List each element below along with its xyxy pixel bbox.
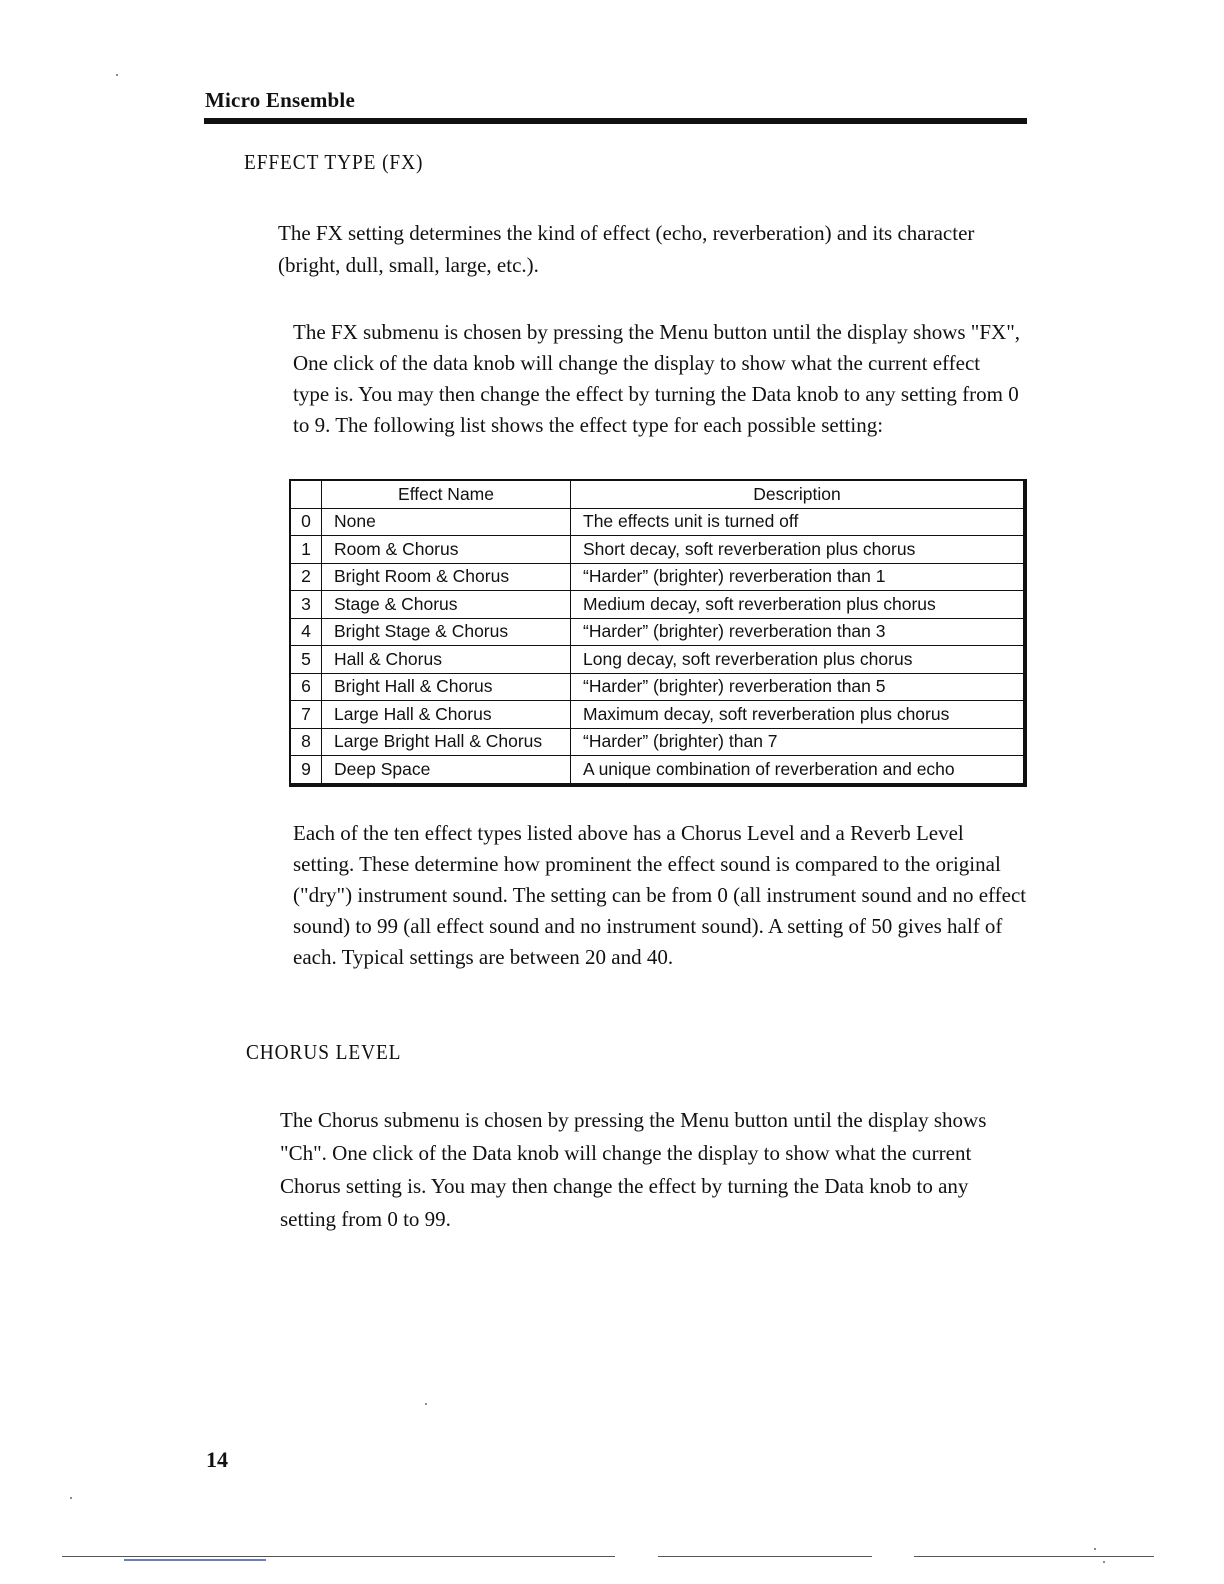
table-row [290, 756, 1025, 785]
effect-name: Bright Stage & Chorus [322, 618, 571, 646]
effect-description: “Harder” (brighter) reverberation than 1 [571, 563, 1026, 591]
effect-types-table [289, 479, 1027, 787]
table-row [290, 673, 1025, 701]
header-cell-description: Description [571, 480, 1026, 508]
effect-description: “Harder” (brighter) reverberation than 3 [571, 618, 1026, 646]
table-row [290, 591, 1025, 619]
header-cell-number [290, 480, 322, 508]
running-header-title: Micro Ensemble [205, 88, 355, 112]
effect-name: Bright Room & Chorus [322, 563, 571, 591]
table-row [290, 618, 1025, 646]
effect-number: 1 [290, 536, 322, 564]
effect-name: Room & Chorus [322, 536, 571, 564]
footer-scan-line-left [62, 1556, 615, 1557]
effect-number: 0 [290, 508, 322, 536]
header-rule [204, 118, 1027, 124]
footer-scan-line-middle [658, 1556, 872, 1557]
section-title-chorus-level: CHORUS LEVEL [246, 1040, 402, 1064]
effect-number: 5 [290, 646, 322, 674]
effect-number: 6 [290, 673, 322, 701]
effect-number: 2 [290, 563, 322, 591]
table-header-row [290, 480, 1025, 508]
section-title-effect-type: EFFECT TYPE (FX) [244, 150, 424, 174]
footer-scan-line-blue [124, 1559, 266, 1561]
table-row [290, 646, 1025, 674]
effect-name: Deep Space [322, 756, 571, 785]
effect-number: 3 [290, 591, 322, 619]
table-row [290, 728, 1025, 756]
scan-speck [1103, 1561, 1105, 1563]
scan-speck [1094, 1548, 1096, 1550]
effect-name: None [322, 508, 571, 536]
chorus-instructions-paragraph: The Chorus submenu is chosen by pressing the Menu button until the display shows "Ch". One click of the Data knob will change the display to show what the current Chorus setting is. You may then change the effect by turning the Data knob to any setting from 0 to 99. [280, 1108, 987, 1231]
effect-number: 8 [290, 728, 322, 756]
effect-description: Medium decay, soft reverberation plus chorus [571, 591, 1026, 619]
table-row [290, 536, 1025, 564]
effect-name: Bright Hall & Chorus [322, 673, 571, 701]
footer-scan-line-right [914, 1556, 1154, 1557]
header-cell-effect-name: Effect Name [322, 480, 571, 508]
page-number: 14 [206, 1447, 228, 1472]
effect-description: A unique combination of reverberation and echo [571, 756, 1026, 785]
scan-speck [70, 1497, 72, 1499]
effect-name: Hall & Chorus [322, 646, 571, 674]
effect-description: Long decay, soft reverberation plus chorus [571, 646, 1026, 674]
effect-description: Short decay, soft reverberation plus chorus [571, 536, 1026, 564]
effect-name: Large Bright Hall & Chorus [322, 728, 571, 756]
effect-name: Large Hall & Chorus [322, 701, 571, 729]
fx-instructions-paragraph: The FX submenu is chosen by pressing the Menu button until the display shows "FX", One click of the data knob will change the display to show what the current effect type is. You may then change the effect by turning the Data knob to any setting from 0 to 9. The following list shows the effect type for each possible setting: [293, 320, 1021, 437]
effect-description: Maximum decay, soft reverberation plus chorus [571, 701, 1026, 729]
effect-description: The effects unit is turned off [571, 508, 1026, 536]
scan-speck [116, 74, 118, 76]
effect-number: 7 [290, 701, 322, 729]
effect-name: Stage & Chorus [322, 591, 571, 619]
fx-intro-paragraph: The FX setting determines the kind of effect (echo, reverberation) and its character (bright, dull, small, large, etc.). [278, 221, 975, 277]
table-row [290, 563, 1025, 591]
table-row [290, 701, 1025, 729]
effect-number: 4 [290, 618, 322, 646]
scan-speck [425, 1403, 427, 1405]
effect-description: “Harder” (brighter) than 7 [571, 728, 1026, 756]
table-row [290, 508, 1025, 536]
effect-description: “Harder” (brighter) reverberation than 5 [571, 673, 1026, 701]
effect-number: 9 [290, 756, 322, 785]
chorus-reverb-levels-paragraph: Each of the ten effect types listed above has a Chorus Level and a Reverb Level setting. These determine how prominent the effect sound is compared to the original ("dry") instrument sound. The setting can be from 0 (all instrument sound and no effect sound) to 99 (all effect sound and no instrument sound). A setting of 50 gives half of each. Typical settings are between 20 and 40. [293, 821, 1027, 969]
